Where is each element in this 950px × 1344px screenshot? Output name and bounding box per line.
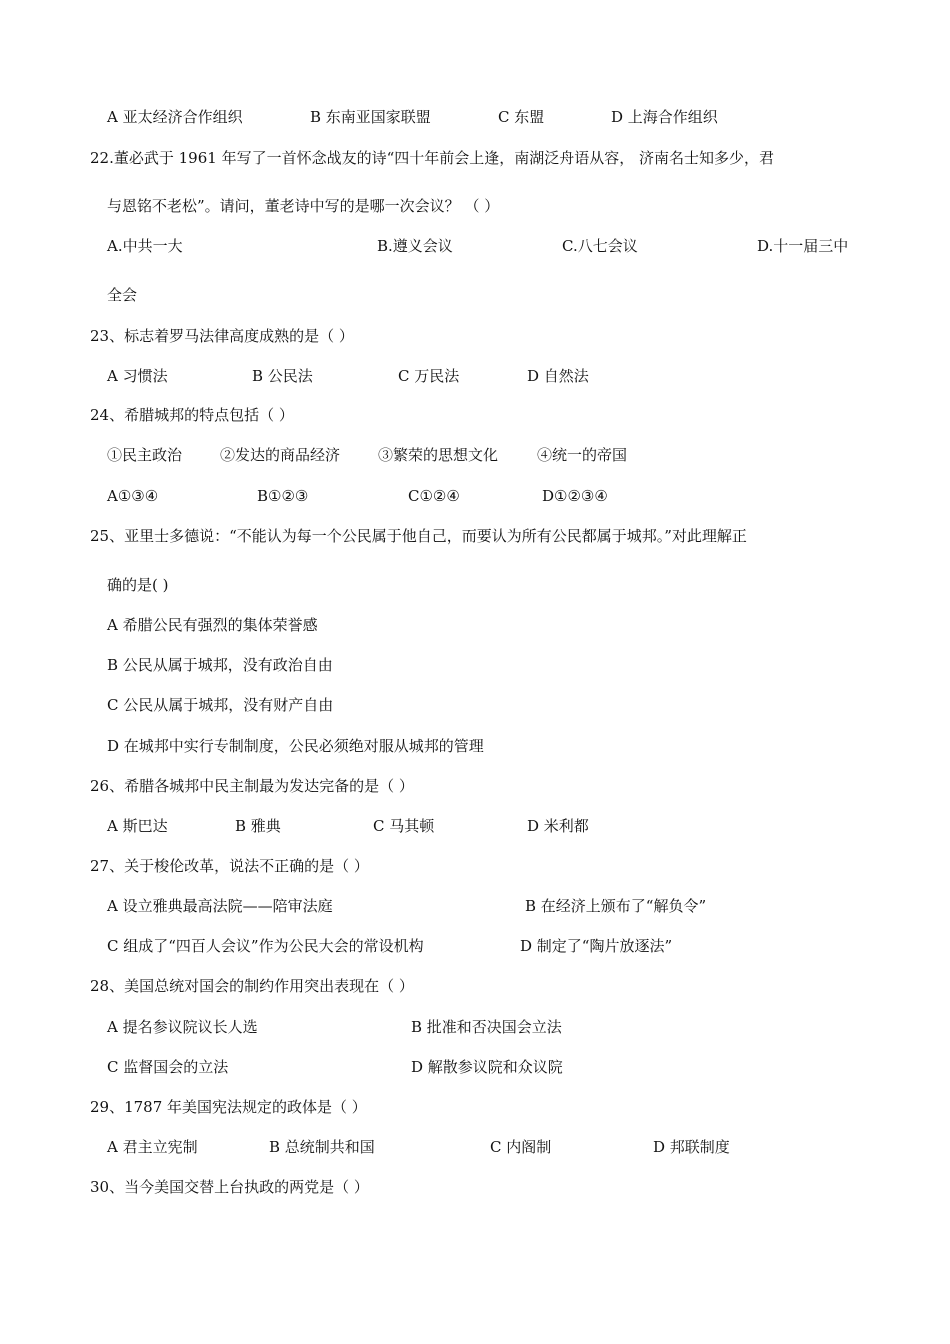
- q24-item-2: ②发达的商品经济: [220, 446, 341, 464]
- q24-option-a: A①③④: [107, 487, 159, 505]
- q25-option-a: A 希腊公民有强烈的集体荣誉感: [107, 616, 318, 634]
- q25-option-c: C 公民从属于城邦，没有财产自由: [107, 696, 334, 714]
- q24-option-d: D①②③④: [542, 487, 608, 505]
- q21-option-c: C 东盟: [498, 108, 545, 126]
- q26-stem: 26、希腊各城邦中民主制最为发达完备的是（ ）: [90, 777, 414, 795]
- q23-option-b: B 公民法: [252, 367, 313, 385]
- q27-stem: 27、关于梭伦改革，说法不正确的是（ ）: [90, 857, 369, 875]
- q21-option-d: D 上海合作组织: [611, 108, 718, 126]
- q24-option-c: C①②④: [408, 487, 460, 505]
- q29-option-d: D 邦联制度: [653, 1138, 730, 1156]
- q22-option-c: C.八七会议: [562, 237, 638, 255]
- q28-option-b: B 批准和否决国会立法: [411, 1018, 562, 1036]
- q25-stem-line2: 确的是( ): [107, 576, 169, 594]
- q29-stem: 29、1787 年美国宪法规定的政体是（ ）: [90, 1098, 367, 1116]
- q24-item-4: ④统一的帝国: [537, 446, 628, 464]
- q23-option-a: A 习惯法: [107, 367, 168, 385]
- q27-option-b: B 在经济上颁布了“解负令”: [525, 897, 707, 915]
- q28-stem: 28、美国总统对国会的制约作用突出表现在（ ）: [90, 977, 414, 995]
- q24-option-b: B①②③: [257, 487, 309, 505]
- q24-item-3: ③繁荣的思想文化: [378, 446, 499, 464]
- q27-option-c: C 组成了“四百人会议”作为公民大会的常设机构: [107, 937, 424, 955]
- q24-stem: 24、希腊城邦的特点包括（ ）: [90, 406, 294, 424]
- q27-option-d: D 制定了“陶片放逐法”: [520, 937, 673, 955]
- q21-option-b: B 东南亚国家联盟: [310, 108, 431, 126]
- q22-option-d: D.十一届三中: [757, 237, 849, 255]
- q23-option-c: C 万民法: [398, 367, 460, 385]
- q28-option-a: A 提名参议院议长人选: [107, 1018, 258, 1036]
- q24-item-1: ①民主政治: [107, 446, 183, 464]
- q30-stem: 30、当今美国交替上台执政的两党是（ ）: [90, 1178, 369, 1196]
- q25-option-d: D 在城邦中实行专制制度，公民必须绝对服从城邦的管理: [107, 737, 484, 755]
- q22-stem-line2: 与恩铭不老松”。请问，董老诗中写的是哪一次会议？ （ ）: [107, 197, 500, 215]
- q25-option-b: B 公民从属于城邦，没有政治自由: [107, 656, 333, 674]
- q25-stem-line1: 25、亚里士多德说：“不能认为每一个公民属于他自己，而要认为所有公民都属于城邦。”对此理解正: [90, 527, 747, 545]
- q22-option-b: B.遵义会议: [377, 237, 453, 255]
- q22-stem-line1: 22.董必武于 1961 年写了一首怀念战友的诗“四十年前会上逢，南湖泛舟语从容， 济南名士知多少，君: [90, 149, 775, 167]
- q26-option-c: C 马其顿: [373, 817, 435, 835]
- q23-option-d: D 自然法: [527, 367, 589, 385]
- q26-option-b: B 雅典: [235, 817, 281, 835]
- q26-option-a: A 斯巴达: [107, 817, 168, 835]
- q29-option-a: A 君主立宪制: [107, 1138, 198, 1156]
- q23-stem: 23、标志着罗马法律高度成熟的是（ ）: [90, 327, 354, 345]
- q28-option-c: C 监督国会的立法: [107, 1058, 229, 1076]
- q21-option-a: A 亚太经济合作组织: [107, 108, 243, 126]
- q27-option-a: A 设立雅典最高法院——陪审法庭: [107, 897, 333, 915]
- q22-option-a: A.中共一大: [107, 237, 183, 255]
- q22-option-d-wrap: 全会: [107, 286, 138, 304]
- q29-option-c: C 内阁制: [490, 1138, 552, 1156]
- q29-option-b: B 总统制共和国: [269, 1138, 375, 1156]
- q28-option-d: D 解散参议院和众议院: [411, 1058, 563, 1076]
- q26-option-d: D 米利都: [527, 817, 589, 835]
